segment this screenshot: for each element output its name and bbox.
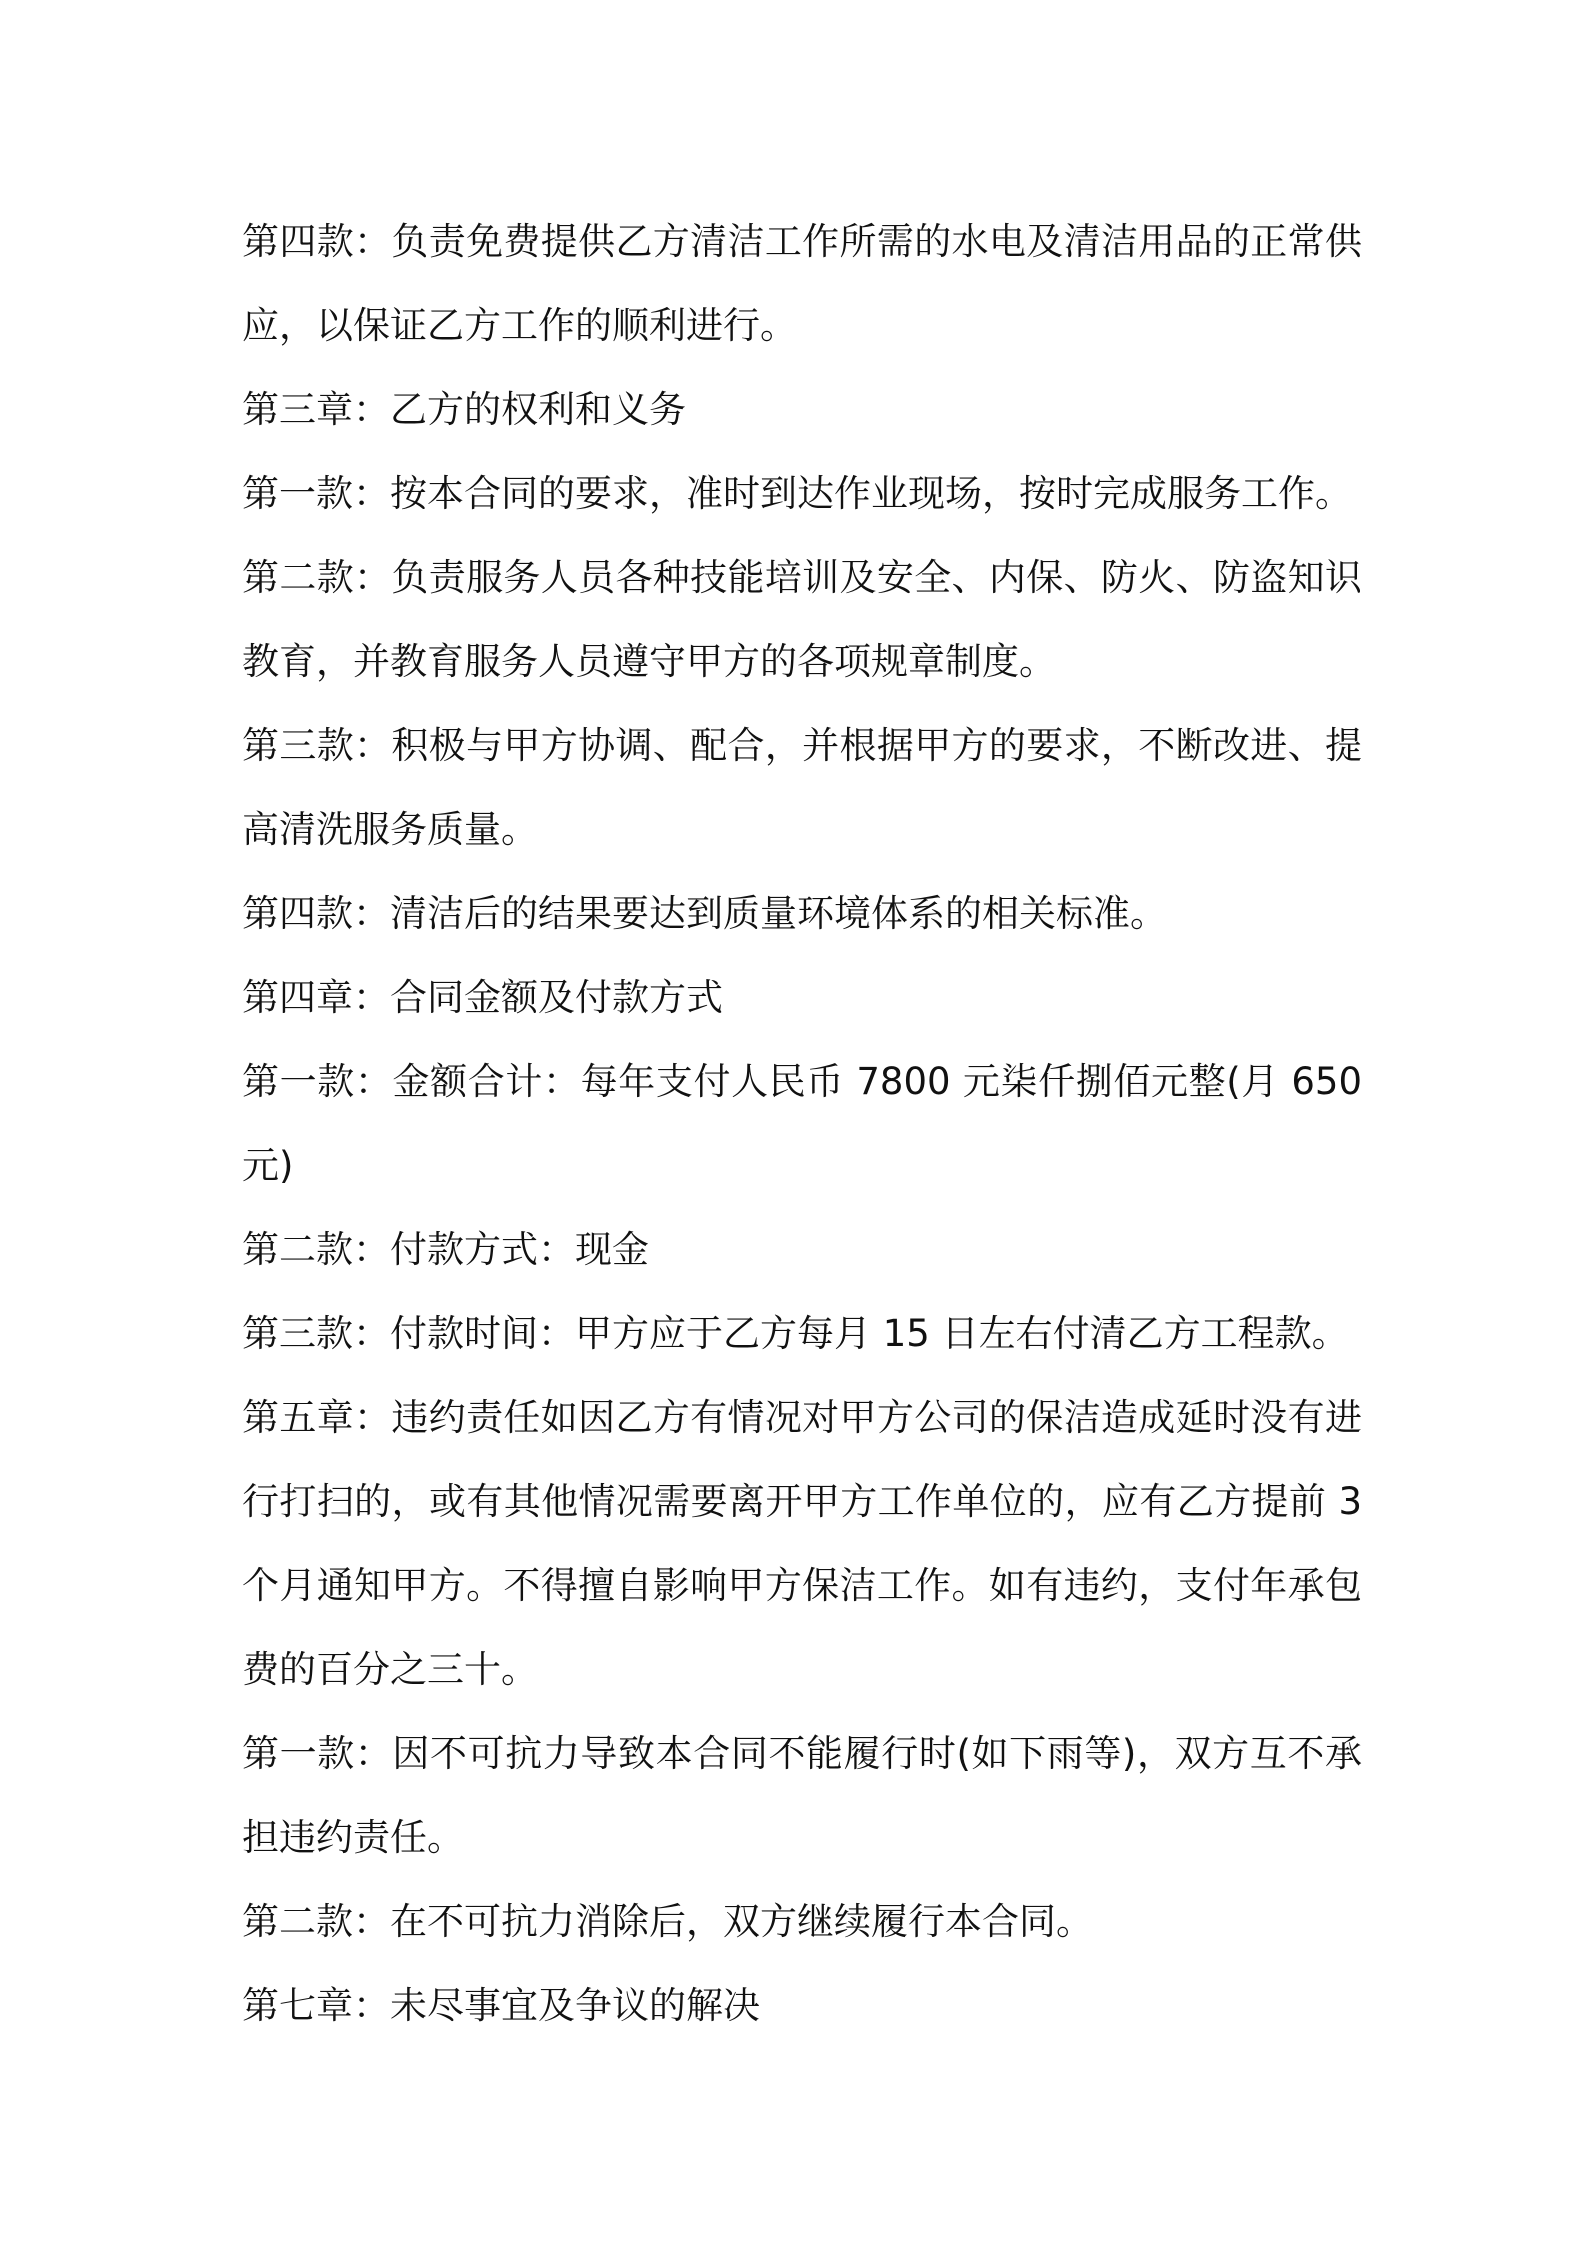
clause-paragraph: 第三款：付款时间：甲方应于乙方每月 15 日左右付清乙方工程款。 xyxy=(242,1312,1349,1355)
clause-paragraph: 第四款：负责免费提供乙方清洁工作所需的水电及清洁用品的正常供应，以保证乙方工作的顺利进行。 xyxy=(242,220,1362,347)
clause-paragraph: 第二款：付款方式：现金 xyxy=(242,1228,649,1271)
chapter-heading: 第七章：未尽事宜及争议的解决 xyxy=(242,1984,760,2027)
document-body xyxy=(242,200,1362,2048)
clause-paragraph: 第二款：负责服务人员各种技能培训及安全、内保、防火、防盗知识教育，并教育服务人员遵守甲方的各项规章制度。 xyxy=(242,556,1362,683)
chapter-heading: 第四章：合同金额及付款方式 xyxy=(242,976,723,1019)
clause-paragraph: 第三款：积极与甲方协调、配合，并根据甲方的要求，不断改进、提高清洗服务质量。 xyxy=(242,724,1362,851)
clause-paragraph: 第二款：在不可抗力消除后，双方继续履行本合同。 xyxy=(242,1900,1093,1943)
chapter-heading: 第三章：乙方的权利和义务 xyxy=(242,388,686,431)
clause-paragraph: 第四款：清洁后的结果要达到质量环境体系的相关标准。 xyxy=(242,892,1167,935)
clause-paragraph: 第一款：因不可抗力导致本合同不能履行时(如下雨等)，双方互不承担违约责任。 xyxy=(242,1732,1362,1859)
clause-paragraph: 第一款：金额合计：每年支付人民币 7800 元柒仟捌佰元整(月 650 元) xyxy=(242,1060,1362,1187)
chapter-paragraph: 第五章：违约责任如因乙方有情况对甲方公司的保洁造成延时没有进行打扫的，或有其他情况需要离开甲方工作单位的，应有乙方提前 3 个月通知甲方。不得擅自影响甲方保洁工作。如有违约，支付年承包费的百分之三十。 xyxy=(242,1396,1362,1691)
clause-paragraph: 第一款：按本合同的要求，准时到达作业现场，按时完成服务工作。 xyxy=(242,472,1352,515)
